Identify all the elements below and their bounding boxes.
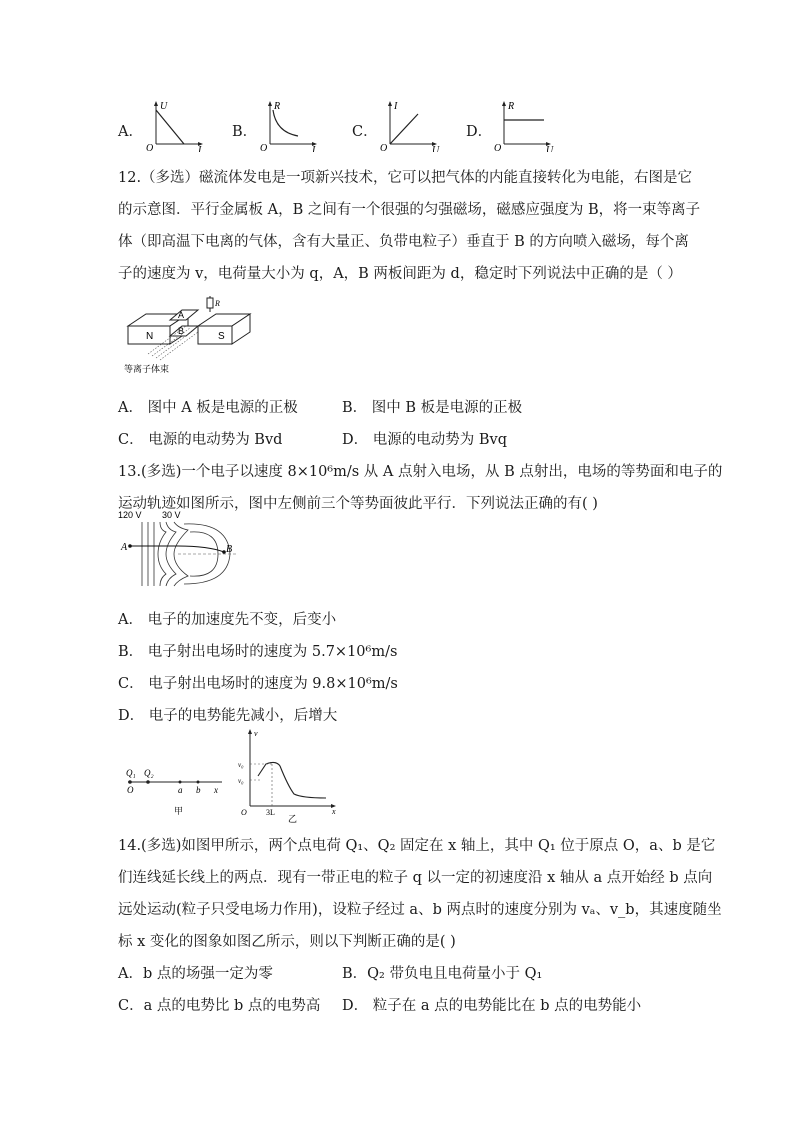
q14-yi-x: x <box>332 807 336 816</box>
q13-equipotential-figure <box>118 508 244 590</box>
q14-yi-caption: 乙 <box>288 815 298 824</box>
q11-option-c-letter[interactable]: C． <box>352 124 378 140</box>
q13-line-2: 运动轨迹如图所示，图中左侧前三个等势面彼此平行．下列说法正确的有( ) <box>118 496 598 512</box>
q14-jia-caption: 甲 <box>174 807 184 817</box>
q11-b-origin: O <box>260 143 268 152</box>
q14-jia-o: O <box>127 785 134 795</box>
q14-jia-b: b <box>196 785 201 795</box>
q12-line-2: 的示意图．平行金属板 A，B 之间有一个很强的匀强磁场，磁感应强度为 B，将一束等离子 <box>118 202 701 218</box>
q12-option-d[interactable]: D． 电源的电动势为 Bvq <box>342 432 507 448</box>
q12-line-3: 体（即高温下电离的气体，含有大量正、负带电粒子）垂直于 B 的方向喷入磁场，每个离 <box>118 234 689 250</box>
q14-yi-vb: v₀ <box>238 777 244 785</box>
q14-line-4: 标 x 变化的图象如图乙所示，则以下判断正确的是( ) <box>118 934 456 950</box>
q14-figure-yi <box>232 724 342 824</box>
q11-option-b-letter[interactable]: B． <box>232 124 258 140</box>
q13-voltage-120: 120 V <box>118 510 142 520</box>
q14-jia-q2: Q₂ <box>144 768 154 778</box>
q13-point-b: B <box>226 544 233 555</box>
q12-n-label: N <box>146 331 154 342</box>
q14-figure-jia <box>118 760 228 820</box>
q11-b-ylabel: R <box>274 101 281 112</box>
q11-option-a-letter[interactable]: A． <box>118 124 143 140</box>
q11-graph-d <box>488 98 554 152</box>
q14-yi-3l: 3L <box>266 808 275 817</box>
q14-yi-va: v₀ <box>238 761 244 769</box>
q11-d-xlabel: U <box>546 145 554 152</box>
q11-b-xlabel: I <box>312 145 316 152</box>
q14-line-1: 14.(多选)如图甲所示，两个点电荷 Q₁、Q₂ 固定在 x 轴上，其中 Q₁ 位于原点 O，a、b 是它 <box>118 838 716 854</box>
q13-option-c[interactable]: C． 电子射出电场时的速度为 9.8×10⁶m/s <box>118 676 398 692</box>
q14-option-b[interactable]: B．Q₂ 带负电且电荷量小于 Q₁ <box>342 966 543 982</box>
q14-jia-q1: Q₁ <box>126 768 136 778</box>
q13-option-d[interactable]: D． 电子的电势能先减小，后增大 <box>118 708 338 724</box>
q14-yi-v: v <box>254 729 258 738</box>
q11-d-ylabel: R <box>508 101 515 112</box>
q13-option-a[interactable]: A． 电子的加速度先不变，后变小 <box>118 612 337 628</box>
q12-option-b[interactable]: B． 图中 B 板是电源的正极 <box>342 400 523 416</box>
q14-option-d[interactable]: D． 粒子在 a 点的电势能比在 b 点的电势能小 <box>342 998 642 1014</box>
q13-point-a: A <box>121 542 128 553</box>
q11-option-d-letter[interactable]: D． <box>466 124 493 140</box>
q11-graph-a <box>140 98 206 152</box>
q11-graph-c <box>374 98 440 152</box>
q11-c-origin: O <box>380 143 388 152</box>
q13-voltage-30: 30 V <box>162 510 181 520</box>
q11-a-xlabel: I <box>198 145 202 152</box>
q12-option-c[interactable]: C． 电源的电动势为 Bvd <box>118 432 283 448</box>
q14-option-c[interactable]: C．a 点的电势比 b 点的电势高 <box>118 998 321 1014</box>
q12-line-1: 12.（多选）磁流体发电是一项新兴技术，它可以把气体的内能直接转化为电能，右图是它 <box>118 170 693 186</box>
q11-c-xlabel: U <box>432 145 440 152</box>
q14-jia-a: a <box>178 785 183 795</box>
q14-yi-o: O <box>241 808 247 817</box>
q14-line-3: 远处运动(粒子只受电场力作用)，设粒子经过 a、b 两点时的速度分别为 vₐ、v_b，其速度随坐 <box>118 902 722 918</box>
q12-s-label: S <box>218 331 225 342</box>
q11-c-ylabel: I <box>394 101 398 112</box>
q12-b-label: B <box>178 326 185 336</box>
q11-graph-b <box>254 98 320 152</box>
q11-a-origin: O <box>146 143 154 152</box>
q13-line-1: 13.(多选)一个电子以速度 8×10⁶m/s 从 A 点射入电场，从 B 点射出，电场的等势面和电子的 <box>118 464 723 480</box>
q12-mhd-generator-figure <box>118 292 258 378</box>
q12-figure-caption: 等离子体束 <box>124 365 170 375</box>
q14-option-a[interactable]: A．b 点的场强一定为零 <box>118 966 273 982</box>
q12-r-label: R <box>215 299 220 308</box>
q13-option-b[interactable]: B． 电子射出电场时的速度为 5.7×10⁶m/s <box>118 644 398 660</box>
q12-line-4: 子的速度为 v，电荷量大小为 q，A，B 两板间距为 d，稳定时下列说法中正确的是（ ） <box>118 266 682 282</box>
q12-option-a[interactable]: A． 图中 A 板是电源的正极 <box>118 400 298 416</box>
q11-d-origin: O <box>494 143 502 152</box>
q14-line-2: 们连线延长线上的两点．现有一带正电的粒子 q 以一定的初速度沿 x 轴从 a 点开始经 b 点向 <box>118 870 713 886</box>
q11-a-ylabel: U <box>160 101 168 112</box>
q12-a-label: A <box>178 310 185 320</box>
q14-jia-x: x <box>214 785 218 795</box>
